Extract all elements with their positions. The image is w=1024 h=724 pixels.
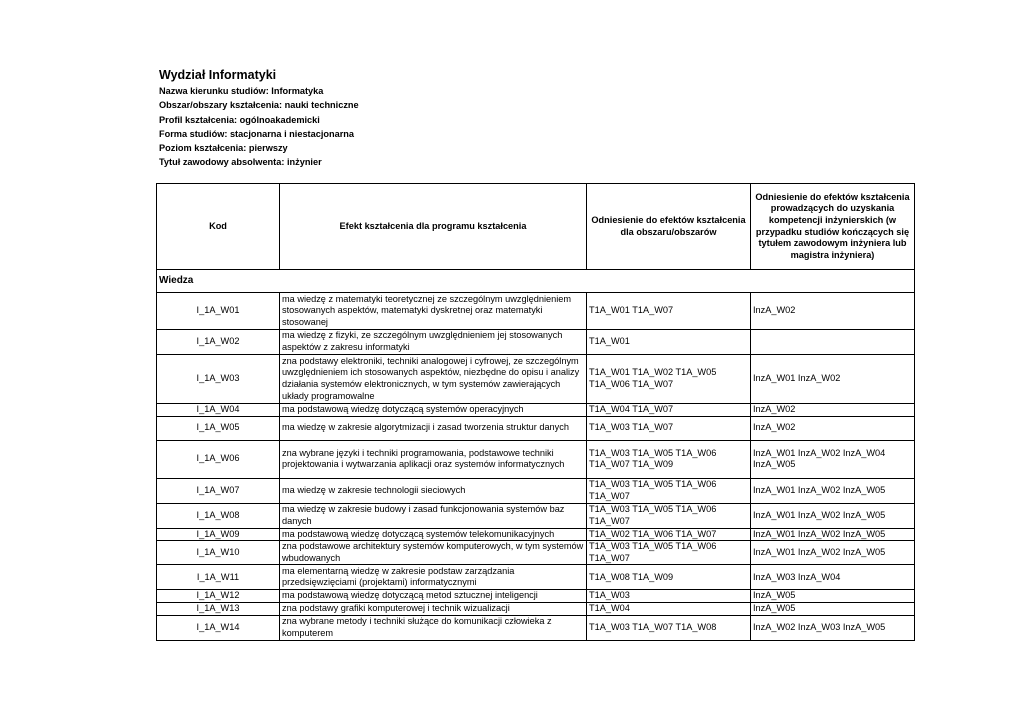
- cell-kod: I_1A_W11: [157, 565, 280, 590]
- cell-inz: InzA_W01 InzA_W02 InzA_W05: [751, 478, 915, 503]
- study-level: Poziom kształcenia: pierwszy: [159, 143, 288, 154]
- cell-inz: InzA_W01 InzA_W02 InzA_W05: [751, 503, 915, 528]
- table-row: [157, 503, 915, 528]
- cell-obszar: T1A_W04: [587, 602, 751, 615]
- graduate-title: Tytuł zawodowy absolwenta: inżynier: [159, 157, 322, 168]
- cell-obszar: T1A_W03 T1A_W07: [587, 416, 751, 440]
- cell-kod: I_1A_W14: [157, 615, 280, 640]
- cell-obszar: T1A_W01 T1A_W07: [587, 293, 751, 330]
- faculty-title: Wydział Informatyki: [159, 68, 277, 82]
- cell-inz: InzA_W02: [751, 416, 915, 440]
- cell-inz: [751, 330, 915, 355]
- cell-inz: InzA_W01 InzA_W02: [751, 355, 915, 404]
- table-row: [157, 293, 915, 330]
- cell-kod: I_1A_W10: [157, 541, 280, 565]
- cell-efekt: ma wiedzę w zakresie technologii sieciowych: [280, 478, 587, 503]
- cell-efekt: ma wiedzę z fizyki, ze szczególnym uwzględnieniem jej stosowanych aspektów z zakresu informatyki: [280, 330, 587, 355]
- column-header-efekt: Efekt kształcenia dla programu kształcenia: [280, 184, 587, 270]
- table-row: [157, 330, 915, 355]
- table-row: [157, 404, 915, 417]
- cell-obszar: T1A_W03: [587, 590, 751, 603]
- cell-kod: I_1A_W07: [157, 478, 280, 503]
- cell-efekt: ma wiedzę w zakresie algorytmizacji i zasad tworzenia struktur danych: [280, 416, 587, 440]
- cell-inz: InzA_W05: [751, 602, 915, 615]
- cell-obszar: T1A_W03 T1A_W05 T1A_W06 T1A_W07 T1A_W09: [587, 440, 751, 478]
- cell-obszar: T1A_W03 T1A_W05 T1A_W06 T1A_W07: [587, 541, 751, 565]
- cell-inz: InzA_W02: [751, 293, 915, 330]
- cell-obszar: T1A_W08 T1A_W09: [587, 565, 751, 590]
- document-header: [159, 68, 359, 170]
- cell-efekt: zna podstawowe architektury systemów komputerowych, w tym systemów wbudowanych: [280, 541, 587, 565]
- table-row: [157, 541, 915, 565]
- cell-efekt: ma podstawową wiedzę dotyczącą systemów telekomunikacyjnych: [280, 528, 587, 541]
- column-header-kod: Kod: [157, 184, 280, 270]
- cell-efekt: zna podstawy elektroniki, techniki analogowej i cyfrowej, ze szczególnym uwzględnieniem ich stosowanych aspektów, niezbędne do opisu i analizy działania systemów elektronicznych, w tym systemów zawierających układy programowalne: [280, 355, 587, 404]
- cell-inz: InzA_W01 InzA_W02 InzA_W05: [751, 528, 915, 541]
- table-row: [157, 590, 915, 603]
- cell-efekt: zna wybrane metody i techniki służące do komunikacji człowieka z komputerem: [280, 615, 587, 640]
- cell-efekt: zna podstawy grafiki komputerowej i technik wizualizacji: [280, 602, 587, 615]
- cell-obszar: T1A_W03 T1A_W05 T1A_W06 T1A_W07: [587, 478, 751, 503]
- column-header-obszar: Odniesienie do efektów kształcenia dla obszaru/obszarów: [587, 184, 751, 270]
- cell-kod: I_1A_W06: [157, 440, 280, 478]
- cell-efekt: ma podstawową wiedzę dotyczącą systemów operacyjnych: [280, 404, 587, 417]
- cell-obszar: T1A_W03 T1A_W05 T1A_W06 T1A_W07: [587, 503, 751, 528]
- cell-efekt: ma podstawową wiedzę dotyczącą metod sztucznej inteligencji: [280, 590, 587, 603]
- cell-obszar: T1A_W01 T1A_W02 T1A_W05 T1A_W06 T1A_W07: [587, 355, 751, 404]
- cell-kod: I_1A_W01: [157, 293, 280, 330]
- cell-kod: I_1A_W03: [157, 355, 280, 404]
- cell-kod: I_1A_W08: [157, 503, 280, 528]
- table-header-row: [157, 184, 915, 270]
- cell-kod: I_1A_W12: [157, 590, 280, 603]
- cell-obszar: T1A_W02 T1A_W06 T1A_W07: [587, 528, 751, 541]
- cell-inz: InzA_W02: [751, 404, 915, 417]
- table-row: [157, 478, 915, 503]
- cell-obszar: T1A_W03 T1A_W07 T1A_W08: [587, 615, 751, 640]
- field-of-study: Nazwa kierunku studiów: Informatyka: [159, 86, 324, 96]
- column-header-inz: Odniesienie do efektów kształcenia prowadzących do uzyskania kompetencji inżynierskich (w przypadku studiów kończących się tytułem zawodowym inżyniera lub magistra inżyniera): [751, 184, 915, 270]
- table-row: [157, 565, 915, 590]
- section-label: Wiedza: [157, 270, 915, 293]
- education-profile: Profil kształcenia: ogólnoakademicki: [159, 114, 320, 125]
- cell-kod: I_1A_W02: [157, 330, 280, 355]
- cell-inz: InzA_W02 InzA_W03 InzA_W05: [751, 615, 915, 640]
- learning-outcomes-table: [156, 183, 915, 641]
- cell-obszar: T1A_W04 T1A_W07: [587, 404, 751, 417]
- table-row: [157, 615, 915, 640]
- cell-kod: I_1A_W13: [157, 602, 280, 615]
- table-row: [157, 355, 915, 404]
- cell-obszar: T1A_W01: [587, 330, 751, 355]
- cell-inz: InzA_W01 InzA_W02 InzA_W04 InzA_W05: [751, 440, 915, 478]
- table-row: [157, 416, 915, 440]
- study-form: Forma studiów: stacjonarna i niestacjonarna: [159, 128, 355, 139]
- cell-kod: I_1A_W09: [157, 528, 280, 541]
- cell-efekt: ma wiedzę w zakresie budowy i zasad funkcjonowania systemów baz danych: [280, 503, 587, 528]
- section-row: [157, 270, 915, 293]
- cell-efekt: zna wybrane języki i techniki programowania, podstawowe techniki projektowania i wytwarzania aplikacji oraz systemów informatycznych: [280, 440, 587, 478]
- cell-kod: I_1A_W04: [157, 404, 280, 417]
- cell-efekt: ma elementarną wiedzę w zakresie podstaw zarządzania przedsięwzięciami (projektami) informatycznymi: [280, 565, 587, 590]
- cell-efekt: ma wiedzę z matematyki teoretycznej ze szczególnym uwzględnieniem stosowanych aspektów, matematyki dyskretnej oraz matematyki stosowanej: [280, 293, 587, 330]
- cell-inz: InzA_W01 InzA_W02 InzA_W05: [751, 541, 915, 565]
- cell-inz: InzA_W03 InzA_W04: [751, 565, 915, 590]
- table-row: [157, 602, 915, 615]
- education-area: Obszar/obszary kształcenia: nauki techniczne: [159, 100, 359, 111]
- table-row: [157, 528, 915, 541]
- cell-inz: InzA_W05: [751, 590, 915, 603]
- cell-kod: I_1A_W05: [157, 416, 280, 440]
- table-row: [157, 440, 915, 478]
